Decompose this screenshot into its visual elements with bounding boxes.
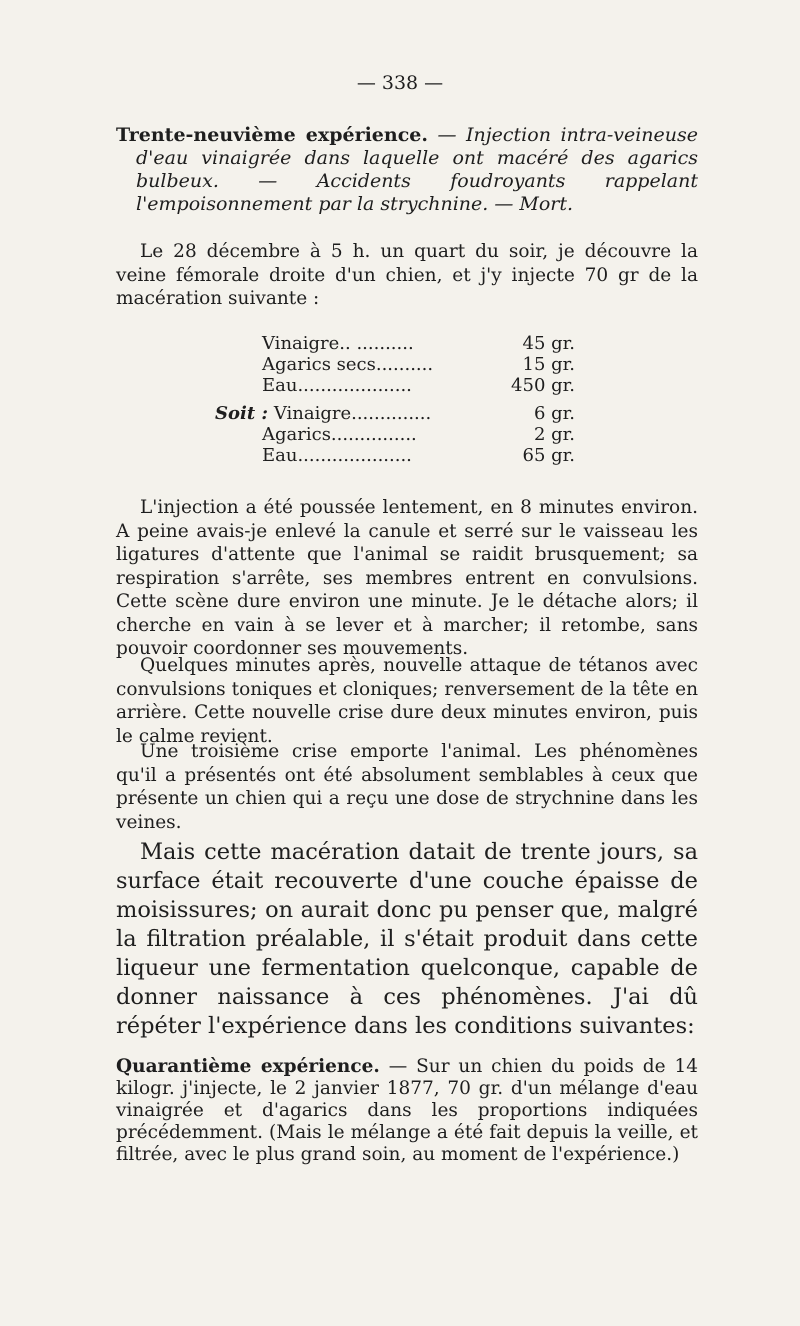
- recipe-label: Eau....................: [262, 375, 412, 396]
- recipe-value: 450 gr.: [511, 375, 575, 396]
- experience-40-text: — Sur un chien du poids de 14 kilogr. j'injecte, le 2 janvier 1877, 70 gr. d'un mélange d'eau vinaigrée et d'agarics dans les proportions indiquées précédemment. (Mais le mélange a été fait depuis la veille, et filtrée, avec le plus grand soin, au moment de l'expérience.): [116, 1056, 699, 1165]
- recipe-row: [215, 424, 575, 445]
- experience-39-heading: [116, 124, 698, 216]
- intro-paragraph: Le 28 décembre à 5 h. un quart du soir, je découvre la veine fémorale droite d'un chien, et j'y injecte 70 gr de la macération suivante :: [116, 241, 698, 309]
- recipe-label: Agarics secs..........: [262, 354, 434, 375]
- recipe-table-b: [215, 403, 575, 466]
- recipe-value: 2 gr.: [533, 424, 575, 445]
- recipe-row: [215, 375, 575, 396]
- soit-label: Soit :: [215, 403, 269, 424]
- experience-39-title: — Injection intra-veineuse d'eau vinaigrée dans laquelle ont macéré des agarics bulbeux. — Accidents foudroyants rappelant l'empoisonnement par la strychnine. — Mort.: [136, 124, 698, 215]
- paragraph-maceration: Mais cette macération datait de trente jours, sa surface était recouverte d'une couche épaisse de moisissures; on aurait donc pu penser que, malgré la filtration préalable, il s'était produit dans cette liqueur une fermentation quelconque, capable de donner naissance à ces phénomènes. J'ai dû répéter l'expérience dans les conditions suivantes:: [116, 839, 698, 1039]
- recipe-row: [215, 445, 575, 466]
- paragraph-injection: L'injection a été poussée lentement, en 8 minutes environ. A peine avais-je enlevé la canule et serré sur le vaisseau les ligatures d'attente que l'animal se raidit brusquement; sa respiration s'arrête, ses membres entrent en convulsions. Cette scène dure environ une minute. Je le détache alors; il cherche en vain à se lever et à marcher; il retombe, sans pouvoir coordonner ses mouvements.: [116, 497, 698, 659]
- experience-40-paragraph: [116, 1056, 698, 1166]
- paragraph-third-crisis: Une troisième crise emporte l'animal. Les phénomènes qu'il a présentés ont été absolument semblables à ceux que présente un chien qui a reçu une dose de strychnine dans les veines.: [116, 741, 698, 833]
- recipe-label: Vinaigre..............: [273, 403, 432, 424]
- recipe-value: 15 gr.: [522, 354, 575, 375]
- recipe-value: 45 gr.: [522, 333, 575, 354]
- recipe-value: 65 gr.: [522, 445, 575, 466]
- recipe-row: [215, 403, 575, 424]
- recipe-table-a: [215, 333, 575, 396]
- recipe-value: 6 gr.: [533, 403, 575, 424]
- recipe-label: Vinaigre.. ..........: [262, 333, 414, 354]
- page-number: — 338 —: [356, 72, 444, 94]
- recipe-row: [215, 333, 575, 354]
- recipe-row: [215, 354, 575, 375]
- recipe-label: Agarics...............: [262, 424, 417, 445]
- experience-39-lead: Trente-neuvième expérience.: [116, 124, 428, 146]
- paragraph-second-attack: Quelques minutes après, nouvelle attaque de tétanos avec convulsions toniques et cloniques; renversement de la tête en arrière. Cette nouvelle crise dure deux minutes environ, puis le calme revient.: [116, 655, 698, 747]
- experience-40-lead: Quarantième expérience.: [116, 1056, 380, 1077]
- recipe-label: Eau....................: [262, 445, 412, 466]
